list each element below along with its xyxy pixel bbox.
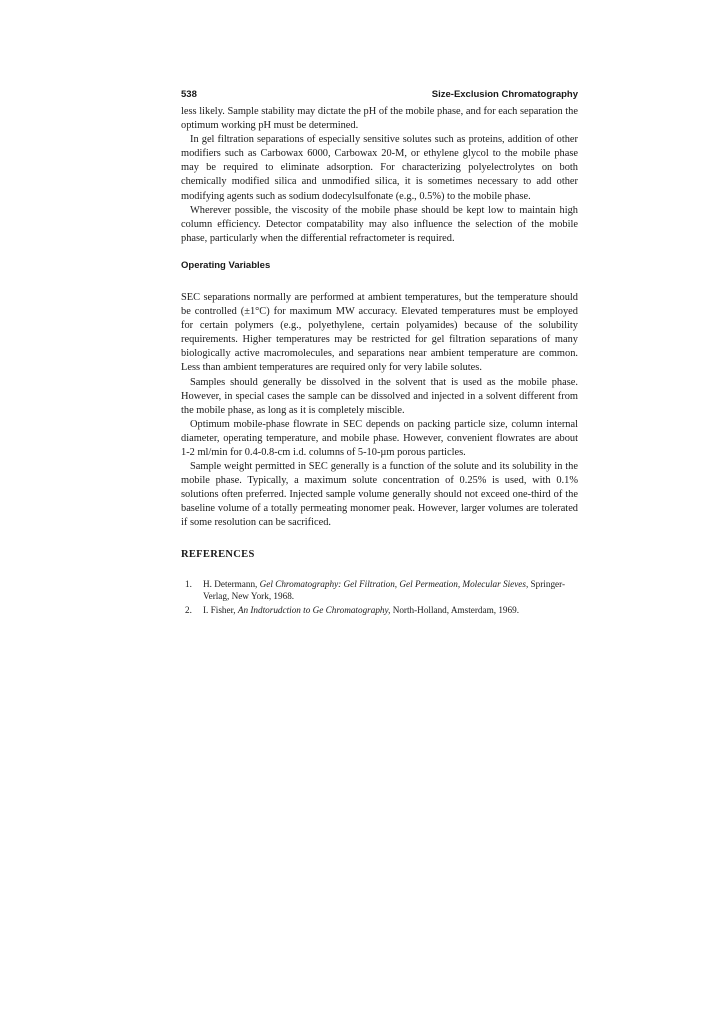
paragraph: less likely. Sample stability may dictate the pH of the mobile phase, and for each separation the optimum working pH must be determined. xyxy=(181,106,578,132)
paragraph: Samples should generally be dissolved in the solvent that is used as the mobile phase. However, in special cases the sample can be dissolved and injected in a solvent different from the mobile phase, as long as it is completely miscible. xyxy=(181,376,578,416)
section-heading: Operating Variables xyxy=(181,259,271,271)
references-heading: REFERENCES xyxy=(181,548,255,560)
paragraph: Wherever possible, the viscosity of the mobile phase should be kept low to maintain high column efficiency. Detector compatability may also influence the selection of the mobile phase, particularly when the differential refractometer is required. xyxy=(181,204,578,244)
reference-body xyxy=(203,578,578,603)
reference-title: An Indtorudction to Ge Chromatography, xyxy=(237,604,391,615)
section-text xyxy=(181,291,578,531)
running-header xyxy=(181,86,578,104)
reference-publisher: North-Holland, Amsterdam, 1969. xyxy=(390,604,519,615)
intro-text xyxy=(181,105,578,246)
paragraph: Optimum mobile-phase flowrate in SEC depends on packing particle size, column internal diameter, operating temperature, and mobile phase. However, convenient flowrates are about 1-2 ml/min for 0.4-0.8-cm i.d. columns of 5-10-µm porous particles. xyxy=(181,418,578,458)
paragraph: Sample weight permitted in SEC generally is a function of the solute and its solubility in the mobile phase. Typically, a maximum solute concentration of 0.25% is used, with 0.1% solutions often preferred. Injected sample volume generally should not exceed one-third of the baseline volume of a totally permeating monomer peak. However, larger volumes are tolerated if some resolution can be sacrificed. xyxy=(181,461,578,529)
paragraph: In gel filtration separations of especially sensitive solutes such as proteins, addition of other modifiers such as Carbowax 6000, Carbowax 20-M, or ethylene glycol to the mobile phase may be required to eliminate adsorption. For characterizing polyelectrolytes on both chemically modified silica and unmodified silica, it is sometimes necessary to add other modifying agents such as sodium dodecylsulfonate (e.g., 0.5%) to the mobile phase. xyxy=(181,134,578,202)
reference-body xyxy=(203,604,578,617)
reference-item xyxy=(181,604,578,617)
reference-title: Gel Chromatography: Gel Filtration, Gel Permeation, Molecular Sieves, xyxy=(259,578,529,589)
running-title: Size-Exclusion Chromatography xyxy=(431,89,578,100)
paragraph: SEC separations normally are performed at ambient temperatures, but the temperature should be controlled (±1°C) for maximum MW accuracy. Elevated temperatures must be employed for certain polymers (e.g., polyethylene, certain polyamides) because of the solubility requirements. Higher temperatures may be restricted for gel filtration separations of many biologically active macromolecules, and separations near ambient temperature are common. Less than ambient temperatures are required only for very labile solutes. xyxy=(181,291,578,374)
document-page xyxy=(181,86,578,617)
references-list xyxy=(181,578,578,617)
reference-number: 2. xyxy=(185,604,192,615)
reference-author: H. Determann, xyxy=(203,578,260,589)
reference-author: I. Fisher, xyxy=(203,604,238,615)
reference-number: 1. xyxy=(185,578,192,589)
page-number: 538 xyxy=(181,89,197,100)
reference-item xyxy=(181,578,578,603)
reference-publisher: Springer-Verlag, New York, 1968. xyxy=(203,578,566,602)
